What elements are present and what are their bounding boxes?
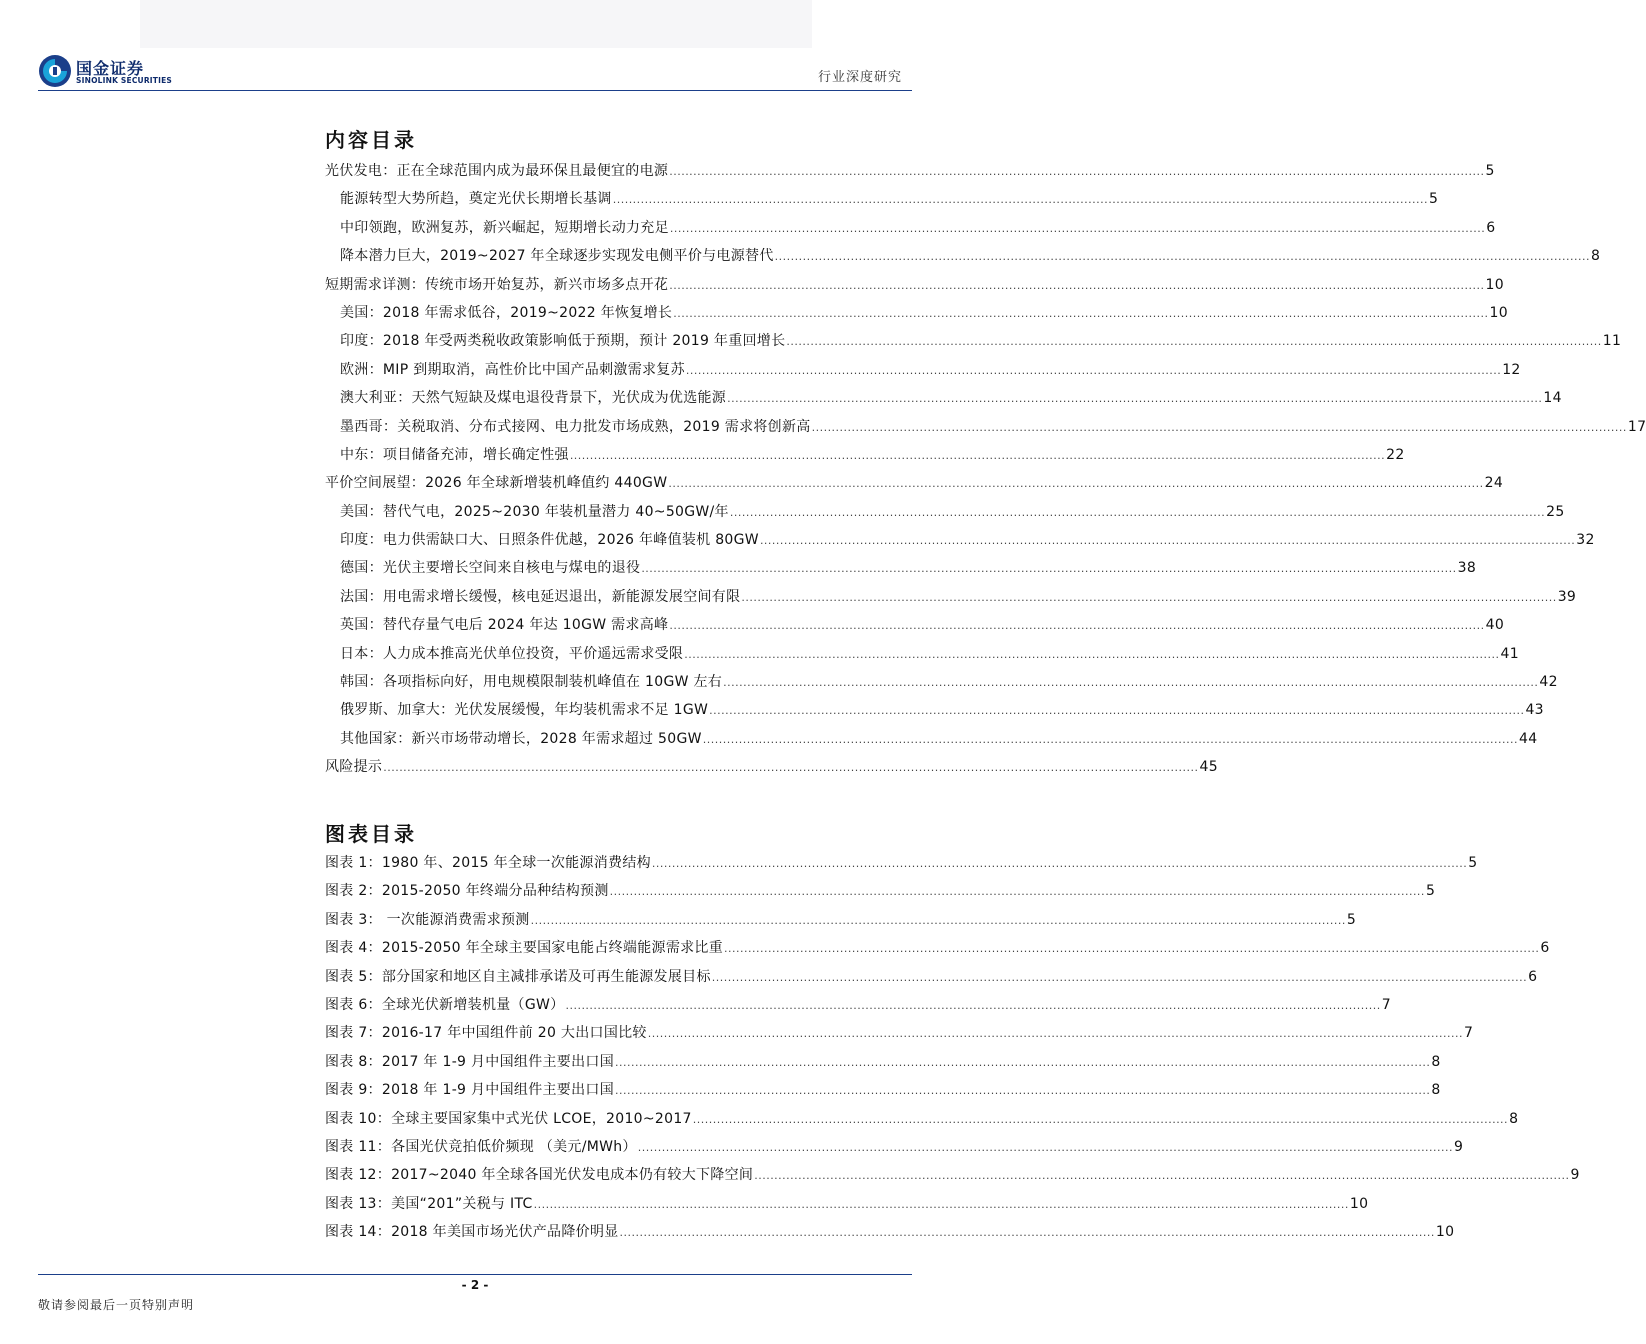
toc-entry-title: 德国：光伏主要增长空间来自核电与煤电的退役	[340, 560, 641, 577]
toc-dot-leader	[670, 222, 1485, 235]
toc-entry-page: 24	[1484, 475, 1504, 492]
toc-entry-title: 中印领跑，欧洲复苏，新兴崛起，短期增长动力充足	[340, 219, 669, 236]
page-header	[38, 52, 912, 92]
toc-entry-page: 5	[1346, 911, 1357, 928]
toc-entry-title: 图表 13：美国“201”关税与 ITC	[325, 1195, 533, 1212]
toc-entry-title: 能源转型大势所趋，奠定光伏长期增长基调	[340, 191, 612, 208]
toc-entry-title: 图表 3： 一次能源消费需求预测	[325, 911, 530, 928]
toc-entry[interactable]	[325, 330, 1622, 358]
toc-dot-leader	[620, 1226, 1435, 1239]
toc-entry[interactable]	[325, 852, 1478, 880]
toc-entry-page: 44	[1519, 730, 1538, 747]
toc-dot-leader	[741, 591, 1556, 604]
toc-entry-page: 43	[1525, 702, 1544, 719]
toc-entry-title: 印度：电力供需缺口大、日照条件优越，2026 年峰值装机 80GW	[340, 532, 759, 549]
toc-entry-page: 42	[1539, 674, 1558, 691]
toc-entry-page: 8	[1431, 1082, 1441, 1099]
toc-entry[interactable]	[325, 217, 1496, 245]
toc-dot-leader	[775, 250, 1590, 263]
toc-entry-page: 8	[1590, 248, 1601, 265]
footer-divider	[38, 1274, 912, 1275]
toc-entry[interactable]	[325, 1164, 1580, 1192]
toc-entry-page: 10	[1489, 304, 1508, 321]
toc-dot-leader	[673, 307, 1488, 320]
toc-entry-page: 25	[1546, 503, 1565, 520]
toc-entry-title: 其他国家：新兴市场带动增长，2028 年需求超过 50GW	[340, 730, 702, 747]
contents-title: 内容目录	[325, 128, 417, 152]
toc-entry-title: 图表 8：2017 年 1-9 月中国组件主要出口国	[325, 1053, 615, 1070]
toc-dot-leader	[709, 704, 1524, 717]
toc-entry[interactable]	[325, 472, 1504, 500]
toc-entry[interactable]	[325, 1136, 1464, 1164]
toc-dot-leader	[730, 506, 1545, 519]
toc-entry[interactable]	[325, 529, 1595, 557]
toc-entry-title: 英国：替代存量气电后 2024 年达 10GW 需求高峰	[340, 617, 669, 634]
toc-entry-title: 法国：用电需求增长缓慢，核电延迟退出，新能源发展空间有限	[340, 588, 741, 605]
toc-entry-title: 图表 11：各国光伏竞拍低价频现 （美元/MWh）	[325, 1138, 637, 1155]
toc-dot-leader	[712, 971, 1527, 984]
toc-dot-leader	[693, 1113, 1508, 1126]
toc-entry-page: 40	[1485, 617, 1505, 634]
toc-dot-leader	[534, 1198, 1349, 1211]
toc-entry-page: 5	[1429, 191, 1439, 208]
toc-entry-title: 图表 10：全球主要国家集中式光伏 LCOE，2010~2017	[325, 1110, 692, 1127]
toc-dot-leader	[641, 562, 1456, 575]
toc-entry-page: 41	[1500, 645, 1519, 662]
toc-dot-leader	[565, 999, 1380, 1012]
toc-entry-page: 32	[1576, 532, 1595, 549]
toc-entry[interactable]	[325, 614, 1505, 642]
toc-entry-page: 45	[1199, 759, 1218, 776]
report-type-label: 行业深度研究	[817, 70, 902, 85]
toc-entry-page: 12	[1502, 361, 1521, 378]
toc-entry-title: 中东：项目储备充沛，增长确定性强	[340, 446, 569, 463]
toc-entry-title: 光伏发电：正在全球范围内成为最环保且最便宜的电源	[325, 163, 669, 179]
toc-entry-title: 图表 5：部分国家和地区自主减排承诺及可再生能源发展目标	[325, 968, 711, 985]
toc-entry-page: 5	[1485, 163, 1495, 179]
toc-entry[interactable]	[325, 1079, 1441, 1107]
sinolink-logo-icon	[38, 54, 72, 88]
toc-entry-title: 俄罗斯、加拿大：光伏发展缓慢，年均装机需求不足 1GW	[340, 702, 709, 719]
toc-entry-title: 降本潜力巨大，2019~2027 年全球逐步实现发电侧平价与电源替代	[340, 248, 774, 265]
toc-entry[interactable]	[325, 937, 1550, 965]
toc-entry-page: 6	[1540, 940, 1550, 957]
toc-entry-title: 短期需求详测：传统市场开始复苏，新兴市场多点开花	[325, 276, 669, 293]
toc-entry[interactable]	[325, 188, 1439, 216]
toc-dot-leader	[383, 761, 1198, 774]
toc-dot-leader	[570, 449, 1385, 462]
toc-entry[interactable]	[325, 880, 1436, 908]
toc-entry-title: 欧洲：MIP 到期取消，高性价比中国产品刺激需求复苏	[340, 361, 685, 378]
toc-dot-leader	[760, 534, 1575, 547]
toc-entry[interactable]	[325, 302, 1508, 330]
toc-entry-title: 日本：人力成本推高光伏单位投资，平价遥远需求受限	[340, 645, 684, 662]
toc-entry-title: 韩国：各项指标向好，用电规模限制装机峰值在 10GW 左右	[340, 674, 723, 691]
toc-entry[interactable]	[325, 416, 1646, 444]
toc-entry[interactable]	[325, 994, 1391, 1022]
toc-entry-page: 7	[1464, 1025, 1474, 1042]
toc-entry-title: 平价空间展望：2026 年全球新增装机峰值约 440GW	[325, 475, 668, 492]
toc-entry[interactable]	[325, 444, 1405, 472]
toc-entry[interactable]	[325, 1193, 1369, 1221]
toc-dot-leader	[615, 1056, 1430, 1069]
page-number: - 2 -	[461, 1278, 489, 1292]
toc-entry-page: 8	[1431, 1053, 1441, 1070]
toc-entry[interactable]	[325, 909, 1357, 937]
toc-entry[interactable]	[325, 643, 1519, 671]
toc-entry-page: 11	[1602, 333, 1622, 350]
toc-entry[interactable]	[325, 1108, 1519, 1136]
toc-entry[interactable]	[325, 160, 1495, 188]
toc-entry-page: 14	[1543, 390, 1562, 407]
contents-list	[325, 160, 1646, 785]
logo-chinese-name: 国金证券	[76, 59, 145, 78]
toc-dot-leader	[668, 477, 1483, 490]
toc-entry[interactable]	[325, 699, 1544, 727]
toc-entry-title: 图表 7：2016-17 年中国组件前 20 大出口国比较	[325, 1025, 647, 1042]
header-divider	[38, 90, 912, 91]
toc-entry[interactable]	[325, 671, 1558, 699]
toc-entry-title: 图表 12：2017~2040 年全球各国光伏发电成本仍有较大下降空间	[325, 1167, 754, 1184]
toc-entry-title: 印度：2018 年受两类税收政策影响低于预期，预计 2019 年重回增长	[340, 333, 786, 350]
toc-dot-leader	[669, 619, 1484, 632]
toc-entry-title: 图表 2：2015-2050 年终端分品种结构预测	[325, 883, 609, 900]
toc-dot-leader	[610, 885, 1425, 898]
toc-entry[interactable]	[325, 245, 1601, 273]
disclaimer-text: 敬请参阅最后一页特别声明	[38, 1298, 195, 1312]
toc-entry-page: 22	[1386, 446, 1405, 463]
toc-entry-page: 10	[1485, 276, 1504, 293]
toc-entry-page: 17	[1627, 418, 1646, 435]
toc-dot-leader	[648, 1027, 1463, 1040]
toc-entry[interactable]	[325, 387, 1562, 415]
toc-dot-leader	[812, 421, 1627, 434]
toc-dot-leader	[613, 193, 1428, 206]
toc-entry-title: 墨西哥：关税取消、分布式接网、电力批发市场成熟，2019 需求将创新高	[340, 418, 811, 435]
toc-dot-leader	[669, 165, 1484, 178]
toc-entry-title: 风险提示	[325, 759, 383, 776]
toc-entry[interactable]	[325, 966, 1538, 994]
toc-entry-page: 9	[1454, 1138, 1464, 1155]
toc-entry[interactable]	[325, 728, 1538, 756]
toc-dot-leader	[724, 942, 1539, 955]
toc-entry-title: 图表 1：1980 年、2015 年全球一次能源消费结构	[325, 855, 651, 871]
toc-dot-leader	[686, 364, 1501, 377]
toc-entry[interactable]	[325, 359, 1521, 387]
toc-dot-leader	[669, 279, 1484, 292]
toc-entry-page: 38	[1457, 560, 1477, 577]
toc-entry-page: 7	[1381, 996, 1391, 1013]
toc-entry-page: 6	[1528, 968, 1538, 985]
toc-entry-page: 10	[1435, 1224, 1455, 1241]
toc-entry-page: 8	[1509, 1110, 1519, 1127]
figures-title: 图表目录	[325, 822, 417, 846]
toc-entry-title: 图表 14：2018 年美国市场光伏产品降价明显	[325, 1224, 619, 1241]
toc-dot-leader	[638, 1141, 1453, 1154]
toc-dot-leader	[754, 1169, 1569, 1182]
toc-entry[interactable]	[325, 501, 1565, 529]
figures-list	[325, 852, 1580, 1249]
toc-entry-title: 澳大利亚：天然气短缺及煤电退役背景下，光伏成为优选能源	[340, 390, 727, 407]
toc-dot-leader	[786, 335, 1601, 348]
toc-entry-page: 6	[1486, 219, 1496, 236]
toc-entry[interactable]	[325, 1221, 1455, 1249]
toc-dot-leader	[684, 648, 1499, 661]
toc-entry-title: 图表 6：全球光伏新增装机量（GW）	[325, 996, 565, 1013]
toc-entry-page: 9	[1570, 1167, 1580, 1184]
toc-dot-leader	[652, 857, 1467, 870]
toc-entry-page: 5	[1468, 855, 1478, 871]
toc-entry[interactable]	[325, 1022, 1474, 1050]
toc-dot-leader	[531, 914, 1346, 927]
toc-dot-leader	[615, 1084, 1430, 1097]
toc-entry[interactable]	[325, 1051, 1441, 1079]
toc-entry[interactable]	[325, 586, 1577, 614]
top-band	[140, 0, 812, 48]
toc-entry-page: 10	[1349, 1195, 1369, 1212]
toc-entry-page: 39	[1557, 588, 1577, 605]
toc-entry-title: 美国：2018 年需求低谷，2019~2022 年恢复增长	[340, 304, 673, 321]
toc-entry[interactable]	[325, 756, 1218, 784]
toc-entry[interactable]	[325, 557, 1477, 585]
toc-entry-title: 美国：替代气电，2025~2030 年装机量潜力 40~50GW/年	[340, 503, 729, 520]
toc-entry[interactable]	[325, 274, 1504, 302]
toc-entry-title: 图表 4：2015-2050 年全球主要国家电能占终端能源需求比重	[325, 940, 724, 957]
toc-dot-leader	[723, 676, 1538, 689]
toc-dot-leader	[727, 392, 1542, 405]
toc-entry-title: 图表 9：2018 年 1-9 月中国组件主要出口国	[325, 1082, 615, 1099]
toc-dot-leader	[703, 733, 1518, 746]
toc-entry-page: 5	[1425, 883, 1436, 900]
logo-english-name: SINOLINK SECURITIES	[76, 76, 173, 85]
